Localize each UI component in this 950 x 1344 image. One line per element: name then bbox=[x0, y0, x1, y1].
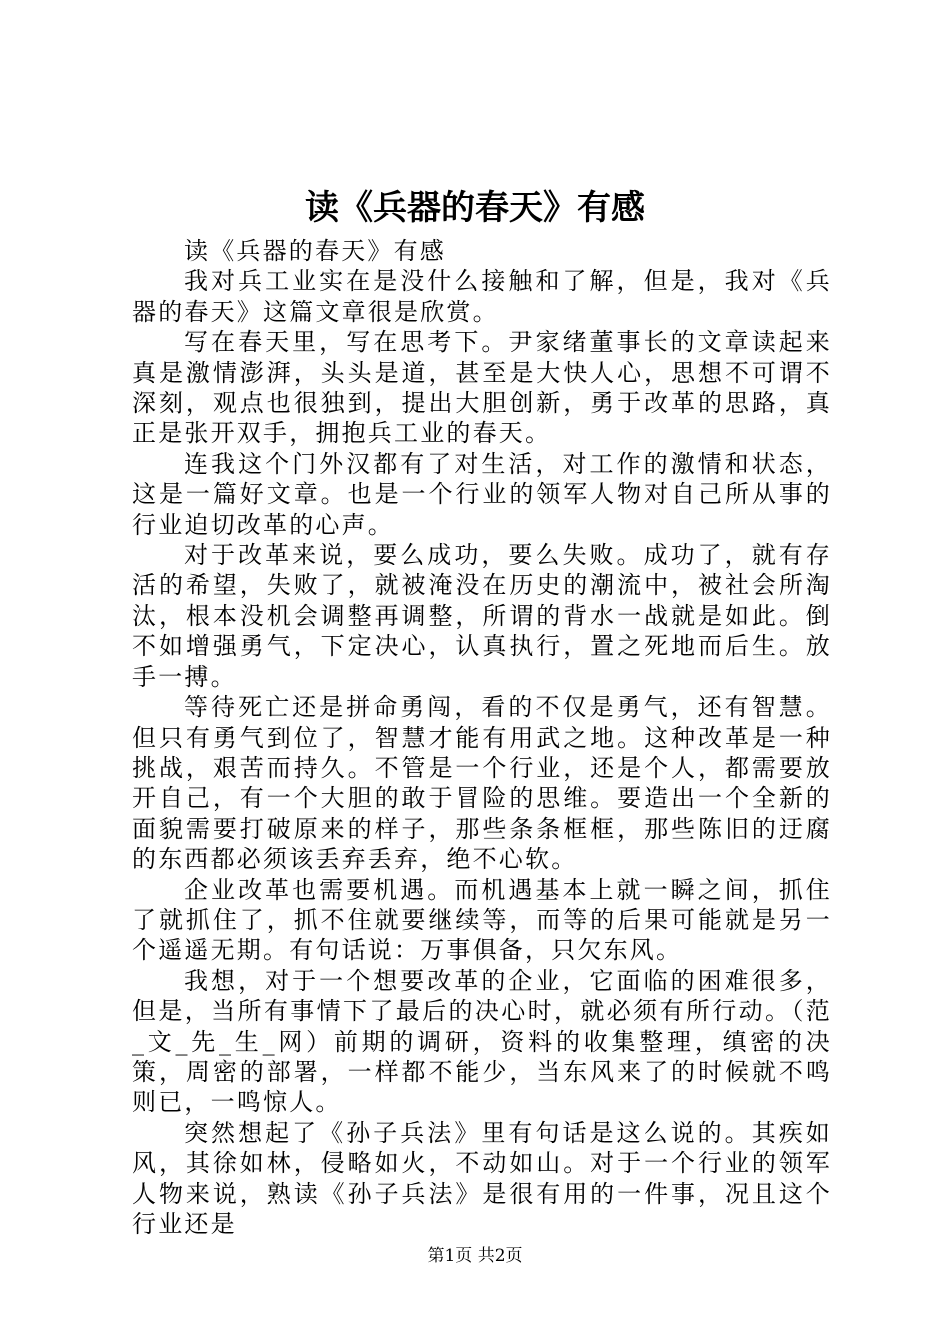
paragraph-subtitle: 读《兵器的春天》有感 bbox=[184, 237, 446, 265]
paragraph: 写在春天里，写在思考下。尹家绪董事长的文章读起来真是激情澎湃，头头是道，甚至是大快人心，思想不可谓不深刻，观点也很独到，提出大胆创新，勇于改革的思路，真正是张开双手，拥抱兵工业的春天。 bbox=[132, 328, 832, 448]
paragraph: 连我这个门外汉都有了对生活，对工作的激情和状态，这是一篇好文章。也是一个行业的领军人物对自己所从事的行业迫切改革的心声。 bbox=[132, 449, 832, 539]
paragraph: 等待死亡还是拼命勇闯，看的不仅是勇气，还有智慧。但只有勇气到位了，智慧才能有用武之地。这种改革是一种挑战，艰苦而持久。不管是一个行业，还是个人，都需要放开自己，有一个大胆的敢于冒险的思维。要造出一个全新的面貌需要打破原来的样子，那些条条框框，那些陈旧的迂腐的东西都必须该丢弃丢弃，绝不心软。 bbox=[132, 693, 832, 874]
document-body bbox=[132, 236, 832, 1239]
paragraph: 对于改革来说，要么成功，要么失败。成功了，就有存活的希望，失败了，就被淹没在历史的潮流中，被社会所淘汰，根本没机会调整再调整，所谓的背水一战就是如此。倒不如增强勇气，下定决心，认真执行，置之死地而后生。放手一搏。 bbox=[132, 541, 832, 691]
page-number-footer: 第1页 共2页 bbox=[427, 1246, 523, 1266]
paragraph: 我对兵工业实在是没什么接触和了解，但是，我对《兵器的春天》这篇文章很是欣赏。 bbox=[132, 267, 832, 326]
document-title: 读《兵器的春天》有感 bbox=[305, 188, 645, 228]
paragraph: 企业改革也需要机遇。而机遇基本上就一瞬之间，抓住了就抓住了，抓不住就要继续等，而等的后果可能就是另一个遥遥无期。有句话说：万事俱备，只欠东风。 bbox=[132, 875, 832, 965]
paragraph: 突然想起了《孙子兵法》里有句话是这么说的。其疾如风，其徐如林，侵略如火，不动如山。对于一个行业的领军人物来说，熟读《孙子兵法》是很有用的一件事，况且这个行业还是 bbox=[132, 1118, 832, 1238]
paragraph: 我想，对于一个想要改革的企业，它面临的困难很多，但是，当所有事情下了最后的决心时，就必须有所行动。（范_文_先_生_网）前期的调研，资料的收集整理，缜密的决策，周密的部署，一样都不能少，当东风来了的时候就不鸣则已，一鸣惊人。 bbox=[132, 966, 832, 1117]
